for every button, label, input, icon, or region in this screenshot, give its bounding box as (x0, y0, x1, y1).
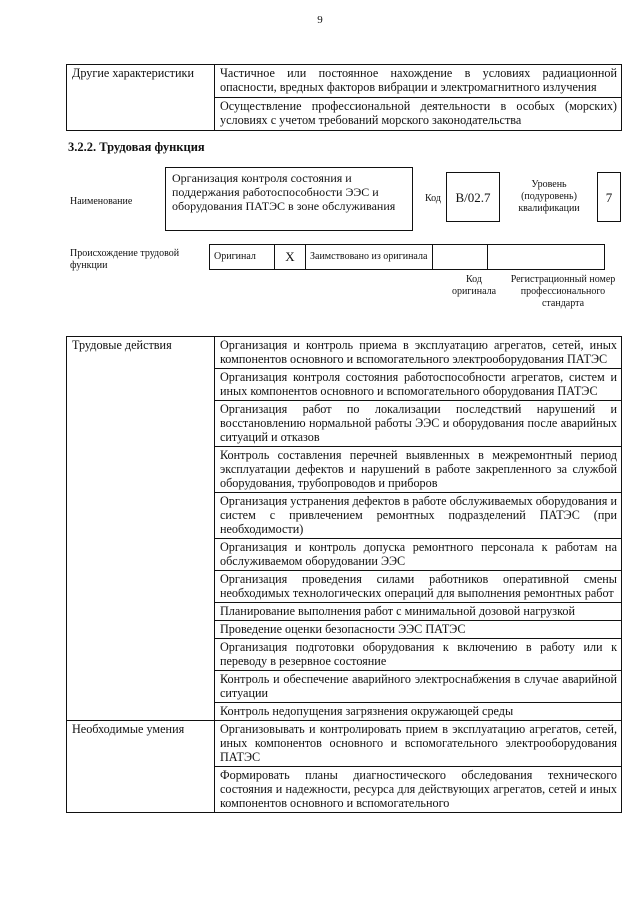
other-characteristics-label: Другие характеристики (67, 65, 215, 131)
reg-number-cell (488, 245, 605, 270)
table-cell: Формировать планы диагностического обследования технического состояния и надежности, ресурса для действующих агрегатов, сетей и иных компонентов основного и вспомогательного (215, 767, 622, 813)
table-cell: Организация устранения дефектов в работе обслуживаемых оборудования и систем с привлечением ремонтных подразделений ПАТЭС (при необходимости) (215, 493, 622, 539)
table-row (67, 721, 622, 767)
table-cell: Планирование выполнения работ с минимальной дозовой нагрузкой (215, 603, 622, 621)
qualification-level-label: Уровень (подуровень) квалификации (518, 179, 580, 214)
table-cell: Организация проведения силами работников оперативной смены необходимых технологических операций для выполнения ремонтных работ (215, 571, 622, 603)
original-mark: X (275, 245, 306, 270)
original-label: Оригинал (210, 245, 275, 270)
table-cell: Организация контроля состояния работоспособности агрегатов, систем и иных компонентов основного и вспомогательного оборудования ПАТЭС (215, 369, 622, 401)
table-cell: Организация и контроль приема в эксплуатацию агрегатов, сетей, иных компонентов основного и вспомогательного электрооборудования ПАТЭС (215, 337, 622, 369)
required-skills-label: Необходимые умения (67, 721, 215, 813)
table-cell: Контроль недопущения загрязнения окружающей среды (215, 703, 622, 721)
qualification-level-box: 7 (597, 172, 621, 222)
table-cell: Частичное или постоянное нахождение в условиях радиационной опасности, вредных факторов вибрации и электромагнитного излучения (215, 65, 622, 98)
page-number: 9 (317, 14, 323, 26)
code-original-cell (433, 245, 488, 270)
table-row (67, 337, 622, 369)
table-cell: Организация и контроль допуска ремонтного персонала к работам на обслуживаемом оборудовании ЭЭС (215, 539, 622, 571)
function-name-box: Организация контроля состояния и поддержания работоспособности ЭЭС и оборудования ПАТЭС в зоне обслуживания (165, 167, 413, 231)
code-original-caption: Код оригинала (451, 274, 497, 297)
table-row (67, 65, 622, 98)
reg-number-caption: Регистрационный номер профессионального стандарта (510, 274, 616, 309)
table-cell: Осуществление профессиональной деятельности в особых (морских) условиях с учетом требований морского законодательства (215, 98, 622, 131)
section-title: 3.2.2. Трудовая функция (68, 140, 205, 154)
borrowed-label: Заимствовано из оригинала (306, 245, 433, 270)
table-cell: Организовывать и контролировать прием в эксплуатацию агрегатов, сетей, иных компонентов основного и вспомогательного электрооборудования ПАТЭС (215, 721, 622, 767)
labor-actions-label: Трудовые действия (67, 337, 215, 721)
table-cell: Контроль составления перечней выявленных в межремонтный период эксплуатации дефектов и нарушений в работе закрепленного за службой оборудования, трубопроводов и приборов (215, 447, 622, 493)
code-value-box: B/02.7 (446, 172, 500, 222)
table-cell: Контроль и обеспечение аварийного электроснабжения в случае аварийной ситуации (215, 671, 622, 703)
origin-table (209, 244, 605, 270)
table-cell: Организация подготовки оборудования к включению в работу или к переводу в резервное состояние (215, 639, 622, 671)
origin-label: Происхождение трудовой функции (70, 248, 180, 271)
table-cell: Проведение оценки безопасности ЭЭС ПАТЭС (215, 621, 622, 639)
labor-function-table (66, 336, 622, 813)
code-label: Код (425, 193, 441, 204)
other-characteristics-table (66, 64, 622, 131)
name-label: Наименование (70, 196, 133, 207)
table-cell: Организация работ по локализации последствий нарушений и восстановлению нормальной работы ЭЭС и оборудования после аварийных ситуаций и отказов (215, 401, 622, 447)
